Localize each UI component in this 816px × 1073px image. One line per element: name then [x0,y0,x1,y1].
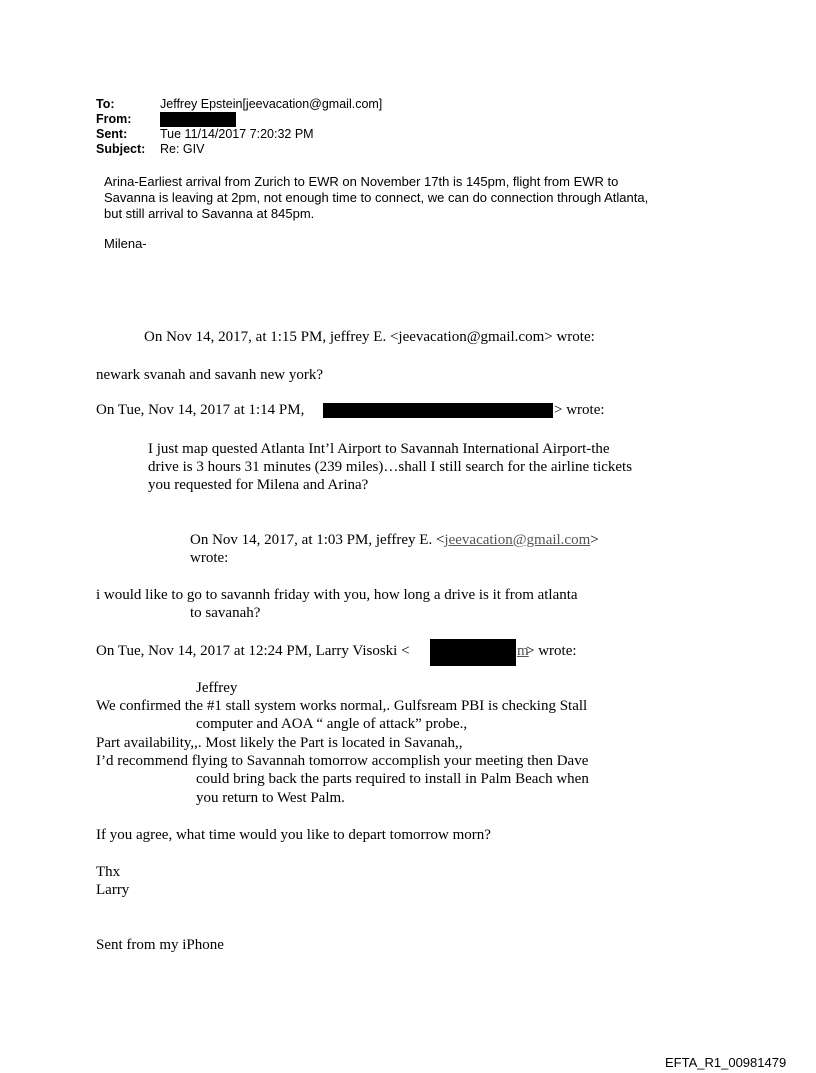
quote-line: could bring back the parts required to install in Palm Beach when [196,771,589,787]
quote-line: drive is 3 hours 31 minutes (239 miles)…shall I still search for the airline tickets [148,459,633,475]
quote-line: Part availability,,. Most likely the Part is located in Savanah,, [96,735,463,751]
sent-value: Tue 11/14/2017 7:20:32 PM [160,127,314,141]
sent-label: Sent: [96,127,128,141]
redaction-box [323,403,553,418]
email-link[interactable]: jeevacation@gmail.com [444,532,591,548]
quote-closing: Thx [96,864,121,880]
bates-number: EFTA_R1_00981479 [665,1055,787,1070]
message-line: Arina-Earliest arrival from Zurich to EWR on November 17th is 145pm, flight from EWR to [104,174,619,189]
quote-line: We confirmed the #1 stall system works normal,. Gulfsream PBI is checking Stall [96,698,588,714]
message-line: but still arrival to Savanna at 845pm. [104,206,315,221]
quote-body: newark svanah and savanh new york? [96,367,323,383]
quote-sender-name: Larry [96,882,130,898]
from-label: From: [96,112,132,126]
quote-attribution: On Nov 14, 2017, at 1:15 PM, jeffrey E. <jeevacation@gmail.com> wrote: [144,329,595,345]
quote-line: to savanah? [190,605,261,621]
quote-line: computer and AOA “ angle of attack” probe., [196,716,468,732]
attribution-start: On Nov 14, 2017, at 1:03 PM, jeffrey E. < [190,532,445,548]
quote-attribution-start: On Tue, Nov 14, 2017 at 1:14 PM, [96,402,305,418]
quote-line: i would like to go to savannh friday with you, how long a drive is it from atlanta [96,587,578,603]
quote-line: I just map quested Atlanta Int’l Airport to Savannah International Airport-the [148,441,610,457]
subject-label: Subject: [96,142,146,156]
quote-line: I’d recommend flying to Savannah tomorrow accomplish your meeting then Dave [96,753,589,769]
email-link-fragment[interactable]: m [517,643,529,659]
quote-attribution-end: > wrote: [526,643,577,659]
message-signature: Milena- [104,236,147,251]
redaction-box [430,639,516,666]
subject-value: Re: GIV [160,142,205,156]
quote-attribution [190,531,599,549]
quote-greeting: Jeffrey [196,680,238,696]
attribution-end: > [590,532,599,548]
sent-from-line: Sent from my iPhone [96,937,224,953]
redaction-box [160,112,236,127]
quote-question: If you agree, what time would you like to depart tomorrow morn? [96,827,491,843]
to-label: To: [96,97,115,111]
to-value: Jeffrey Epstein[jeevacation@gmail.com] [160,97,383,111]
quote-line: you requested for Milena and Arina? [148,477,369,493]
message-line: Savanna is leaving at 2pm, not enough time to connect, we can do connection through Atlanta, [104,190,649,205]
quote-attribution-wrote: wrote: [190,550,229,566]
quote-attribution-start: On Tue, Nov 14, 2017 at 12:24 PM, Larry Visoski < [96,643,410,659]
quote-line: you return to West Palm. [196,790,345,806]
quote-attribution-end: > wrote: [554,402,605,418]
